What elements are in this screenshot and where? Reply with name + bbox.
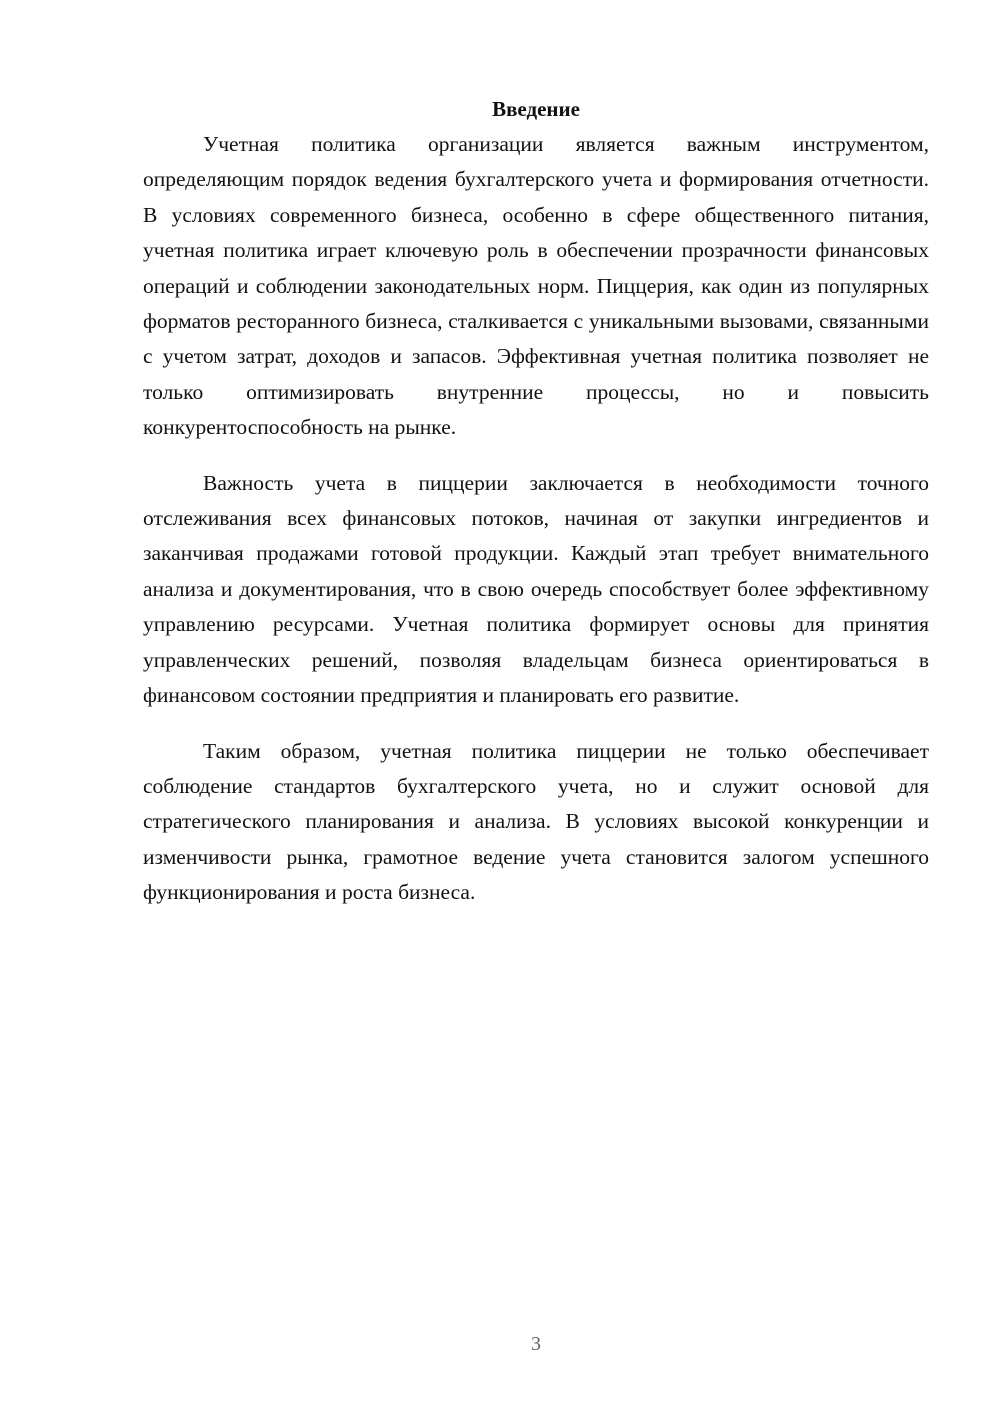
- paragraph-1: Учетная политика организации является важным инструментом, определяющим порядок ведения бухгалтерского учета и формирования отчетности. В условиях современного бизнеса, особенно в сфере общественного питания, учетная политика играет ключевую роль в обеспечении прозрачности финансовых операций и соблюдении законодательных норм. Пиццерия, как один из популярных форматов ресторанного бизнеса, сталкивается с уникальными вызовами, связанными с учетом затрат, доходов и запасов. Эффективная учетная политика позволяет не только оптимизировать внутренние процессы, но и повысить конкурентоспособность на рынке.: [143, 132, 929, 440]
- page-number: 3: [531, 1333, 541, 1355]
- page-content: [143, 92, 929, 911]
- paragraph-3: Таким образом, учетная политика пиццерии не только обеспечивает соблюдение стандартов бухгалтерского учета, но и служит основой для стратегического планирования и анализа. В условиях высокой конкуренции и изменчивости рынка, грамотное ведение учета становится залогом успешного функционирования и роста бизнеса.: [143, 738, 929, 905]
- paragraph-2: Важность учета в пиццерии заключается в необходимости точного отслеживания всех финансовых потоков, начиная от закупки ингредиентов и заканчивая продажами готовой продукции. Каждый этап требует внимательного анализа и документирования, что в свою очередь способствует более эффективному управлению ресурсами. Учетная политика формирует основы для принятия управленческих решений, позволяя владельцам бизнеса ориентироваться в финансовом состоянии предприятия и планировать его развитие.: [143, 470, 929, 708]
- section-heading: Введение: [492, 97, 580, 121]
